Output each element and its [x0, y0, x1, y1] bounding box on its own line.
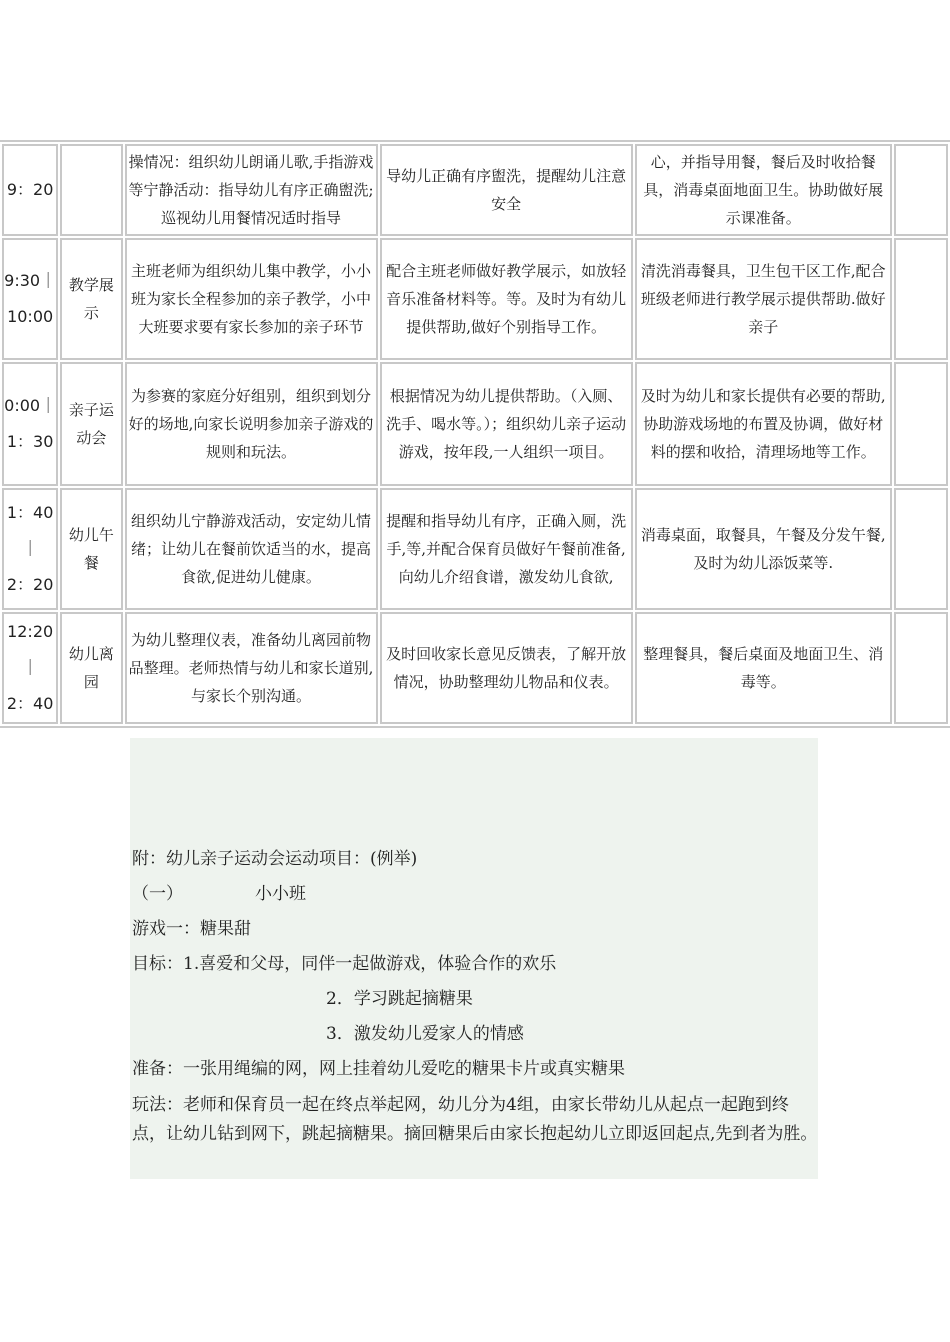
caregiver-duty-cell: [635, 488, 892, 610]
activity-cell: 幼儿午餐: [60, 488, 122, 610]
section-number: （一）: [132, 884, 183, 904]
time-cell: 9：20: [2, 144, 58, 236]
activity-cell: 教学展示: [60, 238, 122, 360]
empty-cell: [894, 362, 948, 486]
teacher-duty-text: 为参赛的家庭分好组别，组织到划分好的场地,向家长说明参加亲子游戏的规则和玩法。: [128, 387, 374, 461]
table-row: [2, 144, 948, 236]
teacher-duty-text: 为幼儿整理仪表，准备幼儿离园前物品整理。老师热情与幼儿和家长道别,与家长个别沟通。: [128, 631, 374, 705]
section-heading: [132, 877, 818, 912]
teacher-duty-cell: [125, 238, 378, 360]
activity-cell: 亲子运动会: [60, 362, 122, 486]
activity-cell: 幼儿离园: [60, 612, 122, 724]
teacher-duty-cell: [125, 144, 378, 236]
assistant-duty-text: 提醒和指导幼儿有序，正确入厕，洗手,等,并配合保育员做好午餐前准备,向幼儿介绍食谱，激发幼儿食欲,: [386, 512, 627, 586]
teacher-duty-cell: [125, 488, 378, 610]
caregiver-duty-text: 清洗消毒餐具，卫生包干区工作,配合班级老师进行教学展示提供帮助.做好亲子: [640, 262, 886, 336]
assistant-duty-text: 及时回收家长意见反馈表，了解开放情况，协助整理幼儿物品和仪表。: [386, 645, 627, 691]
empty-cell: [894, 144, 948, 236]
caregiver-duty-text: 整理餐具，餐后桌面及地面卫生、消毒等。: [643, 645, 884, 691]
time-cell: 0:00｜ 1：30: [2, 362, 58, 486]
teacher-duty-cell: [125, 362, 378, 486]
teacher-duty-text: 主班老师为组织幼儿集中教学，小小班为家长全程参加的亲子教学，小中大班要求要有家长参加的亲子环节: [131, 262, 372, 336]
table-row: [2, 612, 948, 724]
assistant-duty-cell: [380, 362, 633, 486]
teacher-duty-cell: [125, 612, 378, 724]
goal-line-1: 目标：1.喜爱和父母，同伴一起做游戏，体验合作的欢乐: [132, 954, 557, 974]
preparation-text: 准备：一张用绳编的网，网上挂着幼儿爱吃的糖果卡片或真实糖果: [132, 1059, 625, 1079]
section-name: 小小班: [255, 884, 306, 904]
play-rules-text: 玩法：老师和保育员一起在终点举起网，幼儿分为4组，由家长带幼儿从起点一起跑到终点，让幼儿钻到网下，跳起摘糖果。摘回糖果后由家长抱起幼儿立即返回起点,先到者为胜。: [132, 1095, 818, 1144]
assistant-duty-cell: [380, 144, 633, 236]
caregiver-duty-cell: [635, 612, 892, 724]
empty-cell: [894, 612, 948, 724]
empty-cell: [894, 238, 948, 360]
schedule-table: [0, 140, 950, 728]
assistant-duty-cell: [380, 238, 633, 360]
empty-cell: [894, 488, 948, 610]
time-cell: 9:30｜ 10:00: [2, 238, 58, 360]
assistant-duty-text: 配合主班老师做好教学展示，如放轻音乐准备材料等。等。及时为有幼儿提供帮助,做好个别指导工作。: [386, 262, 627, 336]
assistant-duty-text: 导幼儿正确有序盥洗，提醒幼儿注意安全: [386, 167, 627, 213]
caregiver-duty-text: 消毒桌面，取餐具，午餐及分发午餐,及时为幼儿添饭菜等.: [640, 526, 886, 572]
caregiver-duty-text: 心，并指导用餐，餐后及时收拾餐具，消毒桌面地面卫生。协助做好展示课准备。: [643, 153, 884, 227]
teacher-duty-text: 操情况：组织幼儿朗诵儿歌,手指游戏等宁静活动：指导幼儿有序正确盥洗;巡视幼儿用餐情况适时指导: [128, 153, 374, 227]
caregiver-duty-cell: [635, 362, 892, 486]
goal-line-2: 2．学习跳起摘糖果: [326, 989, 473, 1009]
activity-cell: [60, 144, 122, 236]
appendix-panel: [130, 738, 818, 1179]
table-row: [2, 488, 948, 610]
caregiver-duty-cell: [635, 144, 892, 236]
table-row: [2, 362, 948, 486]
game-title: 游戏一：糖果甜: [132, 919, 251, 939]
teacher-duty-text: 组织幼儿宁静游戏活动，安定幼儿情绪；让幼儿在餐前饮适当的水，提高食欲,促进幼儿健康。: [131, 512, 372, 586]
caregiver-duty-cell: [635, 238, 892, 360]
table-row: [2, 238, 948, 360]
appendix-heading: 附：幼儿亲子运动会运动项目：(例举): [132, 849, 418, 869]
assistant-duty-cell: [380, 612, 633, 724]
time-cell: 1：40 ｜ 2：20: [2, 488, 58, 610]
assistant-duty-cell: [380, 488, 633, 610]
caregiver-duty-text: 及时为幼儿和家长提供有必要的帮助,协助游戏场地的布置及协调，做好材料的摆和收拾，清理场地等工作。: [640, 387, 886, 461]
time-cell: 12:20 ｜ 2：40: [2, 612, 58, 724]
goal-line-3: 3．激发幼儿爱家人的情感: [326, 1024, 524, 1044]
assistant-duty-text: 根据情况为幼儿提供帮助。（入厕、洗手、喝水等。）；组织幼儿亲子运动游戏，按年段,一人组织一项目。: [386, 387, 627, 461]
